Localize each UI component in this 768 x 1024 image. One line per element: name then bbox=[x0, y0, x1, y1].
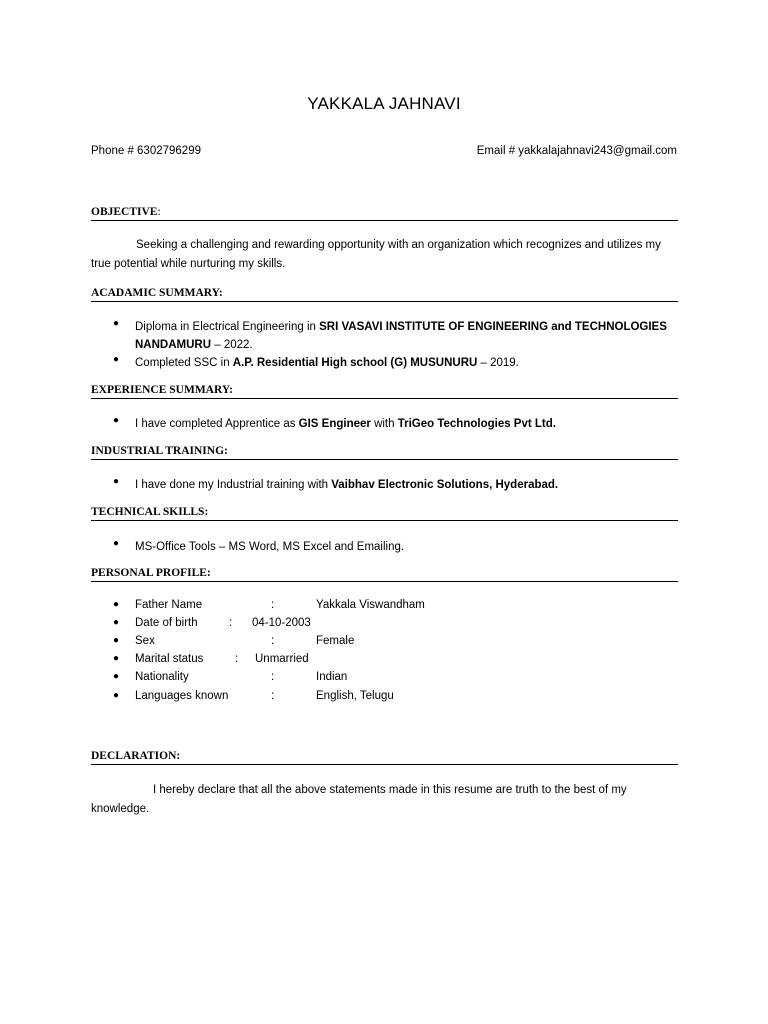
bullet-icon: ● bbox=[113, 538, 120, 549]
experience-role: GIS Engineer bbox=[298, 418, 371, 430]
objective-heading: OBJECTIVE: bbox=[91, 206, 678, 221]
profile-value: Female bbox=[316, 635, 355, 647]
bullet-icon: ● bbox=[113, 354, 120, 365]
academic-item-2-pre: Completed SSC in bbox=[135, 357, 233, 369]
training-heading: INDUSTRIAL TRAINING: bbox=[91, 445, 678, 460]
profile-label: Sex bbox=[135, 635, 155, 647]
profile-value: Unmarried bbox=[255, 653, 309, 665]
profile-row-dob: ● Date of birth : 04-10-2003 bbox=[113, 617, 311, 629]
bullet-icon: ● bbox=[113, 635, 120, 646]
email-address: Email # yakkalajahnavi243@gmail.com bbox=[476, 145, 677, 157]
profile-row-sex: ● Sex : Female bbox=[113, 635, 355, 647]
bullet-icon: ● bbox=[113, 690, 120, 701]
profile-row-languages: ● Languages known : English, Telugu bbox=[113, 690, 394, 702]
experience-company: TriGeo Technologies Pvt Ltd. bbox=[397, 418, 556, 430]
skills-heading: TECHNICAL SKILLS: bbox=[91, 506, 678, 521]
profile-label: Languages known bbox=[135, 690, 229, 702]
profile-heading: PERSONAL PROFILE: bbox=[91, 567, 678, 582]
phone-number: Phone # 6302796299 bbox=[91, 145, 201, 157]
bullet-icon: ● bbox=[113, 617, 120, 628]
profile-value: Yakkala Viswandham bbox=[316, 599, 425, 611]
bullet-icon: ● bbox=[113, 476, 120, 487]
declaration-text bbox=[91, 781, 678, 819]
profile-value: English, Telugu bbox=[316, 690, 394, 702]
academic-item-2-year: – 2019. bbox=[477, 357, 519, 369]
objective-text bbox=[91, 236, 678, 274]
profile-label: Nationality bbox=[135, 671, 189, 683]
candidate-name: YAKKALA JAHNAVI bbox=[307, 94, 461, 113]
profile-label: Marital status bbox=[135, 653, 204, 665]
bullet-icon: ● bbox=[113, 599, 120, 610]
profile-value: Indian bbox=[316, 671, 348, 683]
academic-item-1-pre: Diploma in Electrical Engineering in bbox=[135, 321, 320, 333]
objective-text-body: Seeking a challenging and rewarding opportunity with an organization which recognizes and utilizes my true potential while nurturing my skills. bbox=[91, 239, 661, 270]
bullet-icon: ● bbox=[113, 318, 120, 329]
declaration-text-body: I hereby declare that all the above statements made in this resume are truth to the best of my knowledge. bbox=[91, 784, 627, 815]
profile-row-marital: ● Marital status : Unmarried bbox=[113, 653, 309, 665]
academic-item-1-institute: SRI VASAVI INSTITUTE OF ENGINEERING and TECHNOLOGIES NANDAMURU bbox=[135, 321, 667, 351]
profile-label: Date of birth bbox=[135, 617, 198, 629]
profile-row-nationality: ● Nationality : Indian bbox=[113, 671, 348, 683]
training-company: Vaibhav Electronic Solutions, Hyderabad. bbox=[331, 479, 559, 491]
training-pre: I have done my Industrial training with bbox=[135, 479, 332, 491]
skills-text: MS-Office Tools – MS Word, MS Excel and Emailing. bbox=[135, 541, 405, 553]
bullet-icon: ● bbox=[113, 653, 120, 664]
objective-heading-text: OBJECTIVE bbox=[91, 206, 158, 218]
bullet-icon: ● bbox=[113, 415, 120, 426]
profile-row-father: ● Father Name : Yakkala Viswandham bbox=[113, 599, 425, 611]
experience-heading: EXPERIENCE SUMMARY: bbox=[91, 384, 678, 399]
profile-label: Father Name bbox=[135, 599, 203, 611]
academic-item-2-school: A.P. Residential High school (G) MUSUNURU bbox=[232, 357, 478, 369]
experience-mid: with bbox=[370, 418, 398, 430]
profile-value: 04-10-2003 bbox=[252, 617, 311, 629]
academic-heading: ACADAMIC SUMMARY: bbox=[91, 287, 678, 302]
academic-item-1-year: – 2022. bbox=[211, 339, 253, 351]
bullet-icon: ● bbox=[113, 671, 120, 682]
declaration-heading: DECLARATION: bbox=[91, 750, 678, 765]
experience-pre: I have completed Apprentice as bbox=[135, 418, 299, 430]
